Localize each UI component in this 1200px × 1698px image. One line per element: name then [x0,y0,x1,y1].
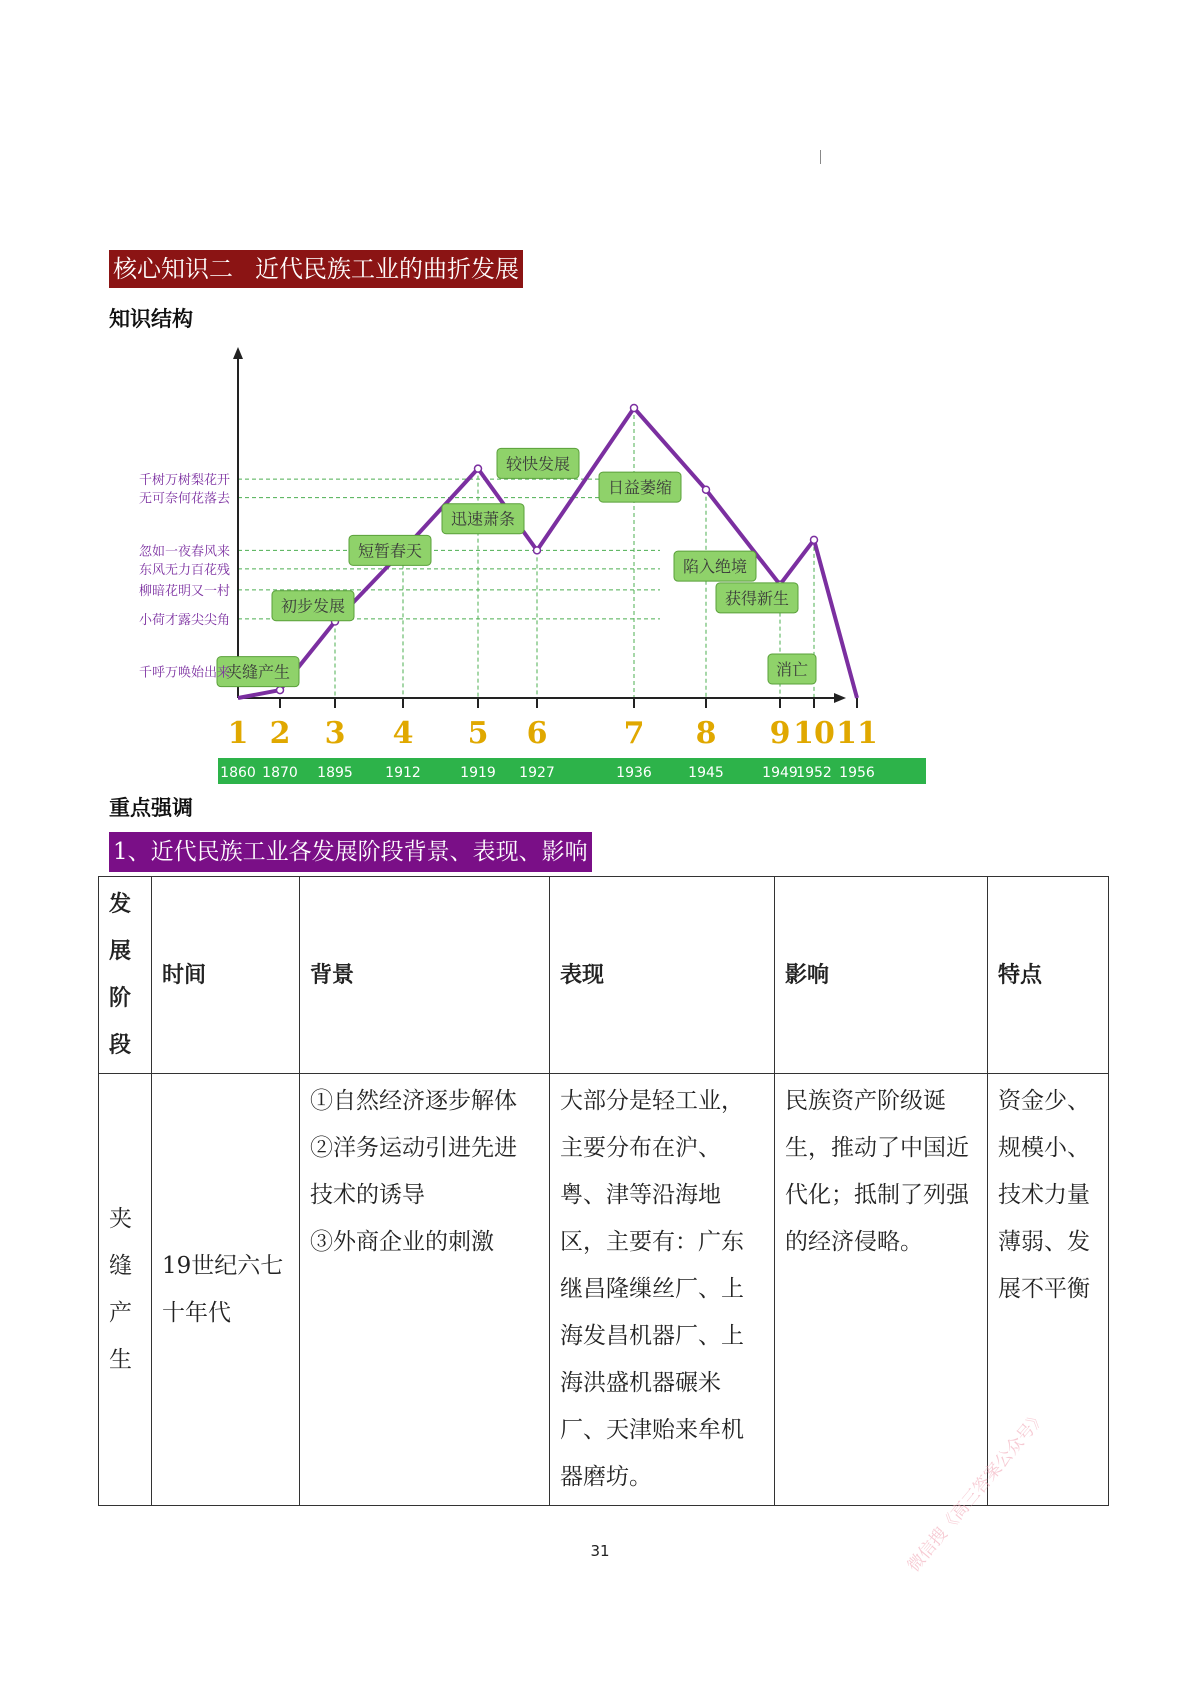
table-header-row [99,877,1109,1074]
x-number: 4 [392,716,414,751]
header-stage: 发展阶段 [99,877,152,1074]
y-label: 千呼万唤始出来 [138,665,230,681]
x-year: 1919 [460,765,496,781]
y-label: 千树万树梨花开 [138,473,230,489]
cell-stage: 夹缝产生 [99,1074,152,1506]
stage-label: 消亡 [775,660,809,679]
data-point [534,547,541,554]
data-point [277,687,284,694]
stage-label: 短暂春天 [357,541,423,561]
structure-label: 知识结构 [109,307,193,331]
x-number: 6 [526,716,548,751]
margin-tick [820,150,821,164]
x-number: 3 [324,716,346,751]
header-performance: 表现 [550,877,775,1074]
x-number: 7 [623,716,645,751]
data-point [475,465,482,472]
header-background: 背景 [300,877,550,1074]
x-year: 1952 [796,765,832,781]
background-item: ②洋务运动引进先进技术的诱导 [310,1135,517,1208]
x-axis-arrow [834,693,846,703]
stage-label: 日益萎缩 [607,478,673,498]
cell-background [300,1074,550,1506]
y-label: 小荷才露尖尖角 [138,612,230,628]
x-number: 10 [793,716,835,751]
x-year: 1912 [385,765,421,781]
emphasis-label: 重点强调 [109,796,193,820]
x-number: 8 [695,716,717,751]
x-number: 2 [269,716,291,751]
table-row [99,1074,1109,1506]
stage-table [98,876,1109,1506]
x-number: 5 [467,716,489,751]
background-item: ③外商企业的刺激 [310,1229,494,1255]
header-time: 时间 [152,877,300,1074]
cell-performance: 大部分是轻工业，主要分布在沪、粤、津等沿海地区，主要有：广东继昌隆缫丝厂、上海发昌机器厂、上海洪盛机器碾米厂、天津贻来牟机器磨坊。 [550,1074,775,1506]
page-number: 31 [590,1542,610,1560]
y-label: 柳暗花明又一村 [138,583,230,599]
stage-label: 获得新生 [724,588,790,608]
heading-title: 近代民族工业的曲折发展 [255,255,519,283]
background-item: ①自然经济逐步解体 [310,1088,517,1114]
stage-label: 迅速萧条 [450,509,516,529]
heading-prefix: 核心知识二 [113,255,233,283]
x-year: 1860 [220,765,256,781]
stage-label: 较快发展 [505,454,571,474]
x-year: 1870 [262,765,298,781]
y-label: 忽如一夜春风来 [138,544,230,560]
development-chart [100,345,930,781]
section-title: 1、近代民族工业各发展阶段背景、表现、影响 [109,832,592,872]
x-number: 11 [836,716,878,751]
x-number: 1 [227,716,249,751]
core-knowledge-heading [109,250,523,288]
x-year: 1949 [762,765,798,781]
cell-impact: 民族资产阶级诞生，推动了中国近代化；抵制了列强的经济侵略。 [775,1074,988,1506]
x-year: 1936 [616,765,652,781]
x-year: 1927 [519,765,555,781]
x-year: 1895 [317,765,353,781]
y-axis-arrow [233,347,243,359]
cell-features: 资金少、规模小、技术力量薄弱、发展不平衡 [988,1074,1109,1506]
stage-label: 陷入绝境 [682,557,748,577]
watermark: 微信搜《高三答案公众号》 [903,1406,1051,1577]
x-number: 9 [769,716,791,751]
cell-time: 19世纪六七十年代 [152,1074,300,1506]
y-label: 无可奈何花落去 [138,491,230,507]
header-features: 特点 [988,877,1109,1074]
x-year: 1945 [688,765,724,781]
x-year: 1956 [839,765,875,781]
stage-label: 初步发展 [280,596,346,616]
header-impact: 影响 [775,877,988,1074]
y-label: 东风无力百花残 [138,562,230,578]
data-point [811,536,818,543]
stage-label: 夹缝产生 [225,662,291,682]
data-point [703,486,710,493]
data-point [631,405,638,412]
